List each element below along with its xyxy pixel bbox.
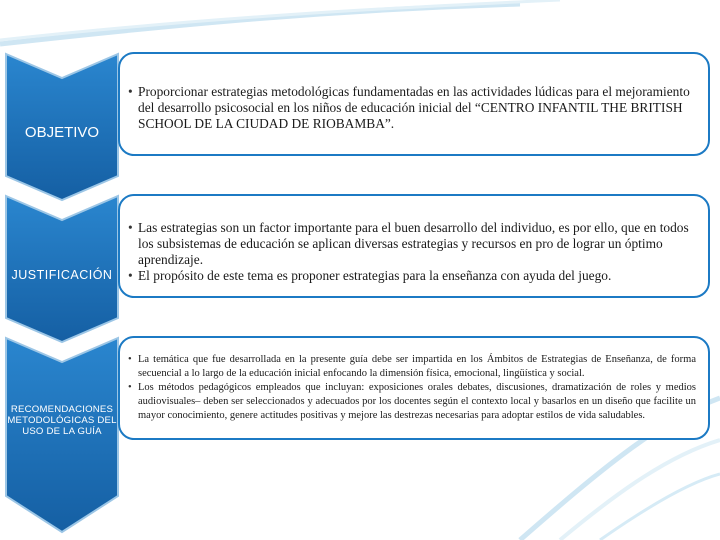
objetivo-box bbox=[118, 52, 710, 156]
row-label-objetivo: OBJETIVO bbox=[24, 124, 100, 141]
justificacion-bullet: • Las estrategias son un factor importante para el buen desarrollo del individuo, es por ello, que en todos los subsistemas de educación se aplican diversas estrategias y recursos en pro de lograr un óptimo aprendizaje. bbox=[128, 220, 696, 268]
recomendaciones-bullet: • Los métodos pedagógicos empleados que incluyan: exposiciones orales debates, discusiones, dramatización de roles y medios audiovisuales– deben ser seleccionados y adecuados por los docentes según el contexto local y basarlos en un diseño que facilite un mayor conocimiento, genere actitudes positivas y mejore las destrezas necesarias para adoptar estilos de vida saludables. bbox=[128, 381, 696, 423]
row-label-recomendaciones: RECOMENDACIONES METODOLÓGICAS DEL USO DE LA GUÍA bbox=[7, 404, 117, 437]
recomendaciones-box bbox=[118, 336, 710, 440]
objetivo-bullet: • Proporcionar estrategias metodológicas fundamentadas en las actividades lúdicas para el mejoramiento del desarrollo psicosocial en los niños de educación inicial del “CENTRO INFANTIL THE BRITISH SCHOOL DE LA CIUDAD DE RIOBAMBA”. bbox=[128, 84, 696, 132]
recomendaciones-bullet: • La temática que fue desarrollada en la presente guía debe ser impartida en los Ámbitos de Estrategias de Enseñanza, de forma secuencial a lo largo de la educación inicial enfocando la dimensión física, emocional, lingüística y social. bbox=[128, 353, 696, 381]
justificacion-box bbox=[118, 194, 710, 298]
justificacion-bullet: • El propósito de este tema es proponer estrategias para la enseñanza con ayuda del juego. bbox=[128, 268, 696, 284]
row-label-justificacion: JUSTIFICACIÓN bbox=[11, 268, 113, 282]
